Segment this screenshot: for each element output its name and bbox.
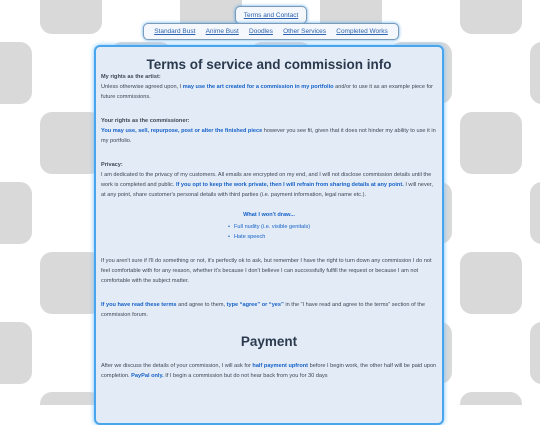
artist-rights-text: Unless otherwise agreed upon, I	[101, 84, 183, 90]
privacy-text: I am dedicated to the privacy of my customers. All emails are encrypted on my end, and I will not disclose commission details until the work is completed and public.	[101, 172, 432, 188]
privacy-text-end: I will never, at any point, share customer's personal details with third parties (i.e. payment information, legal name etc.).	[101, 182, 433, 198]
agree-keyword: type “agree” or “yes”	[226, 302, 284, 308]
payment-text-mid: before I begin work, the other half will be paid upon completion.	[101, 363, 437, 379]
unsure-paragraph: If you aren't sure if I'll do something or not, it's perfectly ok to ask, but remember I have the right to turn down any commission I do not feel comfortable with for any reason, whether it's because I don't believe I can successfully fulfill the request or because I am not comfortable with the subject matter.	[101, 258, 432, 284]
agree-text: and agree to them,	[176, 302, 227, 308]
terms-contact-link[interactable]: Terms and Contact	[243, 11, 299, 19]
nav-link-completed-works[interactable]: Completed Works	[336, 28, 388, 35]
privacy-section	[101, 160, 437, 200]
artist-rights-emphasis: may use the art created for a commission in my portfolio	[182, 84, 334, 90]
privacy-emphasis: If you opt to keep the work private, then I will refrain from sharing details at any point.	[175, 182, 404, 188]
payment-paragraph	[101, 361, 437, 381]
terms-contact-nav	[235, 6, 307, 24]
nav-link-anime-bust[interactable]: Anime Bust	[205, 28, 239, 35]
agree-emphasis: If you have read these terms	[101, 302, 177, 308]
payment-text-end: If I begin a commission but do not hear back from you for 30 days	[163, 373, 328, 379]
nav-link-other-services[interactable]: Other Services	[283, 28, 327, 35]
agree-text-end: in the “I have read and agree to the terms” section of the commission forum.	[101, 302, 426, 318]
wont-draw-list	[101, 222, 437, 242]
wont-draw-heading: What I won't draw...	[243, 212, 295, 218]
payment-heading: Payment	[240, 334, 298, 349]
artist-rights-section	[101, 72, 437, 102]
nav-link-standard-bust[interactable]: Standard Bust	[154, 28, 196, 35]
terms-panel	[94, 45, 444, 425]
list-item: • Full nudity (i.e. visible genitals)	[101, 222, 437, 232]
main-nav	[143, 23, 399, 40]
privacy-heading: Privacy:	[101, 162, 123, 168]
commissioner-rights-section	[101, 116, 437, 146]
payment-upfront: half payment upfront	[252, 363, 309, 369]
payment-paypal: PayPal only.	[131, 373, 164, 379]
nav-link-doodles[interactable]: Doodles	[249, 28, 273, 35]
list-item: • Hate speech	[101, 232, 437, 242]
payment-text: After we discuss the details of your commission, I will ask for	[101, 363, 253, 369]
agree-paragraph	[101, 300, 437, 320]
commissioner-rights-text: however you see fit, given that it does not hinder my ability to use it in my portfolio.	[101, 128, 436, 144]
artist-rights-heading: My rights as the artist:	[101, 74, 161, 80]
commissioner-rights-heading: Your rights as the commissioner:	[101, 118, 190, 124]
commissioner-rights-emphasis: You may use, sell, repurpose, post or alter the finished piece	[101, 128, 263, 134]
page-title: Terms of service and commission info	[146, 57, 392, 72]
artist-rights-text-end: and/or to use it as an example piece for future commissions.	[101, 84, 434, 100]
